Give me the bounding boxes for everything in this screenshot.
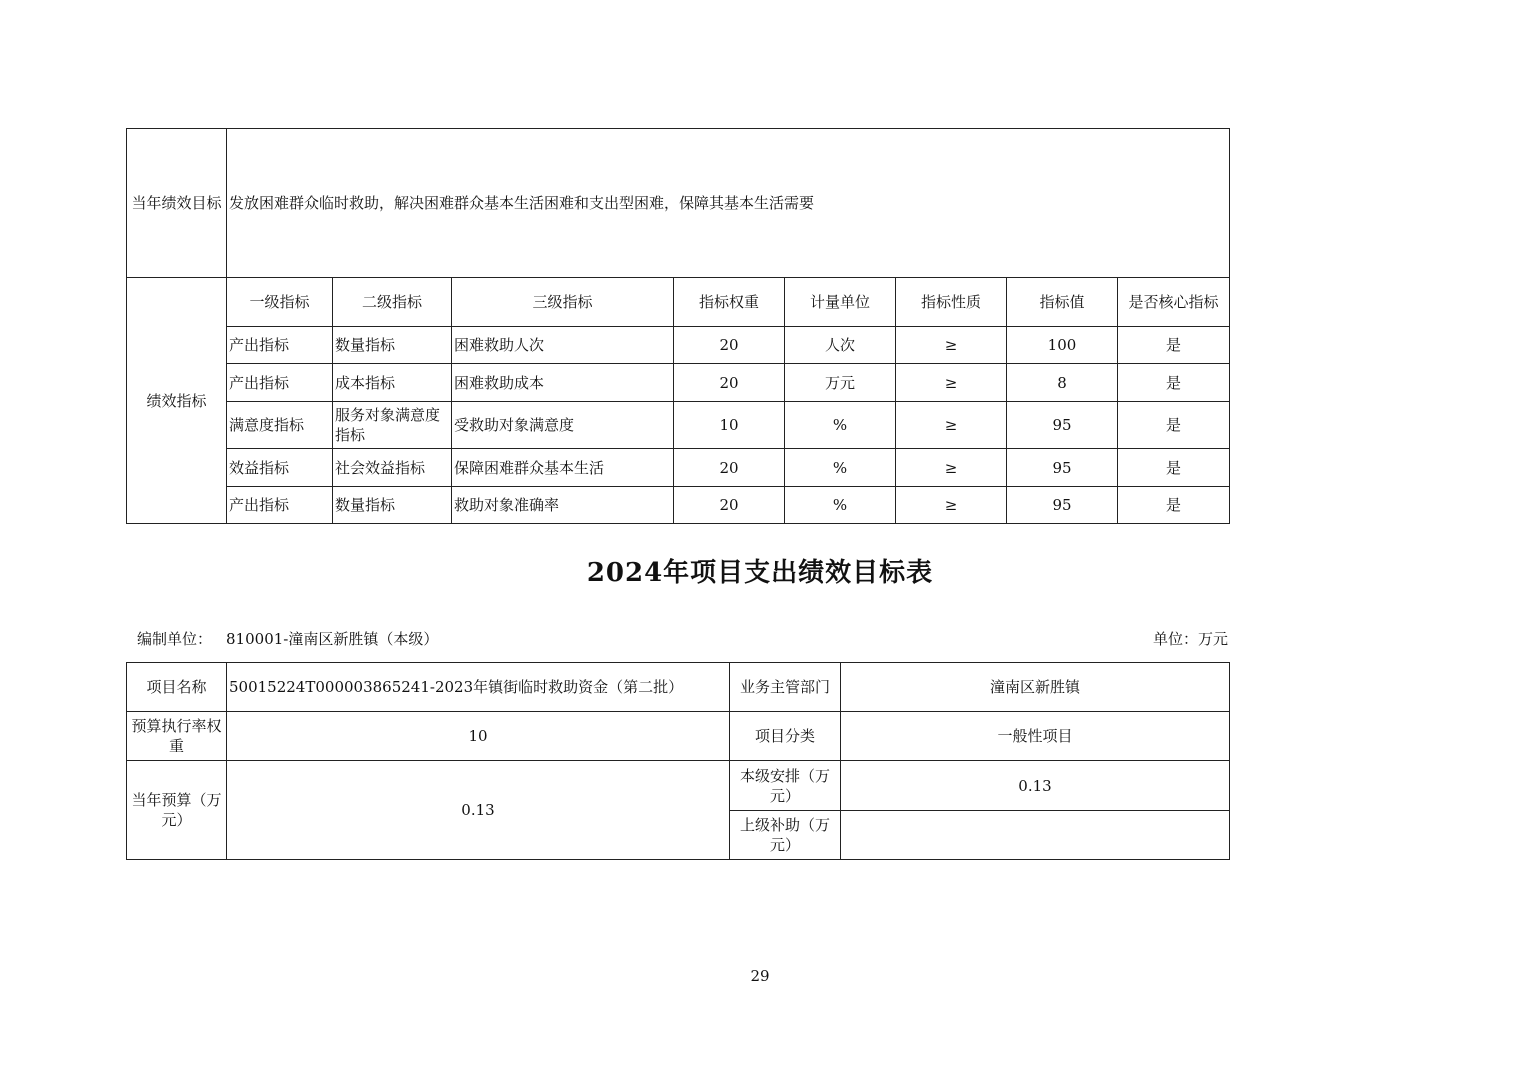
project-info-table <box>126 662 1230 860</box>
budget-label: 当年预算（万元） <box>127 761 227 860</box>
cell-value: 95 <box>1007 487 1118 524</box>
compiling-unit-value: 810001-潼南区新胜镇（本级） <box>226 630 439 648</box>
table-row <box>127 327 1230 364</box>
upper-label: 上级补助（万元） <box>730 811 841 860</box>
cell-nature: ≥ <box>896 449 1007 487</box>
cell-weight: 20 <box>674 449 785 487</box>
cell-unit: 万元 <box>785 364 896 402</box>
local-value: 0.13 <box>841 761 1230 811</box>
table-row <box>127 487 1230 524</box>
category-label: 项目分类 <box>730 712 841 761</box>
cell-level3: 保障困难群众基本生活 <box>452 449 674 487</box>
currency-unit: 单位：万元 <box>1152 630 1228 648</box>
local-label: 本级安排（万元） <box>730 761 841 811</box>
cell-core: 是 <box>1118 487 1230 524</box>
cell-core: 是 <box>1118 364 1230 402</box>
cell-level3: 困难救助人次 <box>452 327 674 364</box>
cell-weight: 20 <box>674 364 785 402</box>
cell-level2: 社会效益指标 <box>333 449 452 487</box>
goal-label: 当年绩效目标 <box>127 129 227 278</box>
cell-level1: 效益指标 <box>227 449 333 487</box>
dept-value: 潼南区新胜镇 <box>841 663 1230 712</box>
budget-value: 0.13 <box>227 761 730 860</box>
table-row <box>127 402 1230 449</box>
compiling-unit <box>137 628 452 649</box>
project-name: 50015224T000003865241-2023年镇街临时救助资金（第二批） <box>227 663 730 712</box>
metrics-label: 绩效指标 <box>127 278 227 524</box>
goal-text: 发放困难群众临时救助，解决困难群众基本生活困难和支出型困难，保障其基本生活需要 <box>227 129 1230 278</box>
project-name-label: 项目名称 <box>127 663 227 712</box>
cell-weight: 10 <box>674 402 785 449</box>
cell-nature: ≥ <box>896 327 1007 364</box>
cell-level2: 数量指标 <box>333 487 452 524</box>
exec-weight-value: 10 <box>227 712 730 761</box>
header-core: 是否核心指标 <box>1118 278 1230 327</box>
cell-level1: 产出指标 <box>227 327 333 364</box>
cell-unit: % <box>785 449 896 487</box>
page-number: 29 <box>750 967 770 985</box>
compiling-unit-label: 编制单位： <box>137 630 213 648</box>
cell-unit: % <box>785 487 896 524</box>
cell-level3: 受救助对象满意度 <box>452 402 674 449</box>
cell-core: 是 <box>1118 402 1230 449</box>
table-row <box>127 449 1230 487</box>
header-value: 指标值 <box>1007 278 1118 327</box>
header-weight: 指标权重 <box>674 278 785 327</box>
cell-core: 是 <box>1118 327 1230 364</box>
cell-level2: 数量指标 <box>333 327 452 364</box>
header-unit: 计量单位 <box>785 278 896 327</box>
cell-level2: 服务对象满意度指标 <box>333 402 452 449</box>
dept-label: 业务主管部门 <box>730 663 841 712</box>
performance-metrics-table <box>126 128 1230 524</box>
cell-core: 是 <box>1118 449 1230 487</box>
cell-value: 100 <box>1007 327 1118 364</box>
cell-unit: 人次 <box>785 327 896 364</box>
cell-level1: 产出指标 <box>227 364 333 402</box>
cell-value: 8 <box>1007 364 1118 402</box>
header-level3: 三级指标 <box>452 278 674 327</box>
upper-value <box>841 811 1230 860</box>
category-value: 一般性项目 <box>841 712 1230 761</box>
cell-level1: 满意度指标 <box>227 402 333 449</box>
cell-level1: 产出指标 <box>227 487 333 524</box>
cell-weight: 20 <box>674 327 785 364</box>
header-level1: 一级指标 <box>227 278 333 327</box>
cell-level2: 成本指标 <box>333 364 452 402</box>
cell-value: 95 <box>1007 402 1118 449</box>
cell-nature: ≥ <box>896 402 1007 449</box>
header-level2: 二级指标 <box>333 278 452 327</box>
cell-nature: ≥ <box>896 364 1007 402</box>
cell-level3: 困难救助成本 <box>452 364 674 402</box>
table-row <box>127 364 1230 402</box>
header-nature: 指标性质 <box>896 278 1007 327</box>
cell-level3: 救助对象准确率 <box>452 487 674 524</box>
cell-unit: % <box>785 402 896 449</box>
page-title: 2024年项目支出绩效目标表 <box>586 558 934 588</box>
exec-weight-label: 预算执行率权重 <box>127 712 227 761</box>
cell-value: 95 <box>1007 449 1118 487</box>
cell-weight: 20 <box>674 487 785 524</box>
cell-nature: ≥ <box>896 487 1007 524</box>
